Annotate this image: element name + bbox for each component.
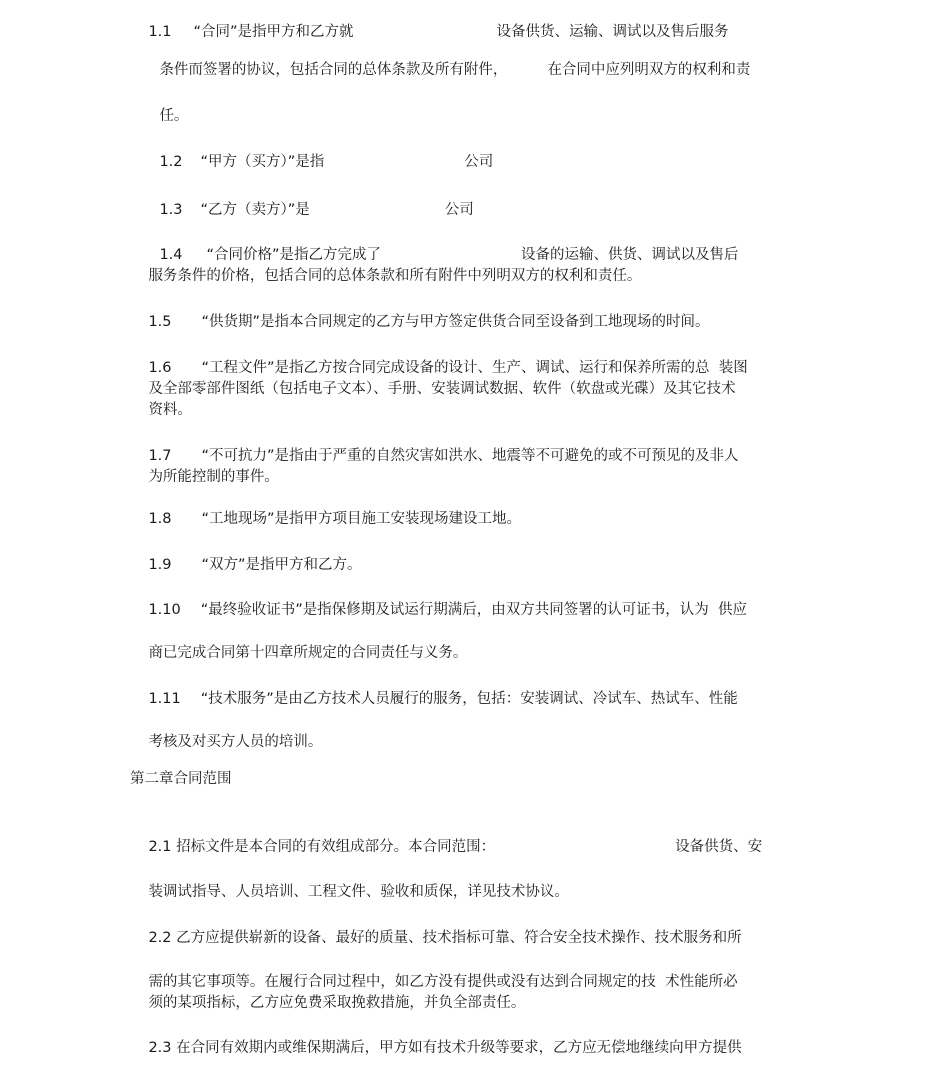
clause-text: “乙方（卖方）”是 bbox=[200, 202, 310, 218]
clause-text: 设备供货、安 bbox=[675, 839, 763, 855]
clause-text: 商已完成合同第十四章所规定的合同责任与义务。 bbox=[148, 645, 468, 661]
clause-text: 需的其它事项等。在履行合同过程中，如乙方没有提供或没有达到合同规定的技 术性能所必 bbox=[148, 974, 738, 990]
clause-2-3-line-1 bbox=[130, 1018, 742, 1078]
clause-text: 设备供货、运输、调试以及售后服务 bbox=[496, 24, 729, 40]
clause-1-1-line-2 bbox=[141, 40, 750, 100]
clause-text: “不可抗力”是指由于严重的自然灾害如洪水、地震等不可避免的或不可预见的及非人 bbox=[201, 448, 739, 464]
clause-1-11-line-2 bbox=[130, 712, 322, 772]
clause-text: 2.3 在合同有效期内或维保期满后，甲方如有技术升级等要求，乙方应无偿地继续向甲方提供 bbox=[148, 1040, 742, 1056]
clause-text: “合同价格”是指乙方完成了 bbox=[206, 247, 382, 263]
clause-number: 1.4 bbox=[159, 247, 183, 263]
clause-text: 任。 bbox=[159, 108, 189, 124]
clause-number: 1.3 bbox=[159, 202, 183, 218]
clause-number: 1.6 bbox=[148, 360, 172, 376]
clause-text: “合同”是指甲方和乙方就 bbox=[193, 24, 354, 40]
clause-text: 装调试指导、人员培训、工程文件、验收和质保，详见技术协议。 bbox=[148, 884, 569, 900]
clause-text: 服务条件的价格，包括合同的总体条款和所有附件中列明双方的权利和责任。 bbox=[148, 268, 642, 284]
clause-text: “工程文件”是指乙方按合同完成设备的设计、生产、调试、运行和保养所需的总 装图 bbox=[201, 360, 748, 376]
clause-text: 公司 bbox=[444, 202, 474, 218]
clause-number: 1.11 bbox=[148, 691, 181, 707]
clause-text: 考核及对买方人员的培训。 bbox=[148, 734, 323, 750]
clause-number: 1.10 bbox=[148, 602, 181, 618]
clause-text: 须的某项指标，乙方应免费采取挽救措施，并负全部责任。 bbox=[148, 995, 526, 1011]
clause-text: 2.2 乙方应提供崭新的设备、最好的质量、技术指标可靠、符合安全技术操作、技术服务和所 bbox=[148, 930, 742, 946]
chapter-2-heading: 第二章合同范围 bbox=[130, 771, 232, 787]
clause-number: 1.7 bbox=[148, 448, 172, 464]
clause-number: 1.2 bbox=[159, 154, 183, 170]
clause-text: “工地现场”是指甲方项目施工安装现场建设工地。 bbox=[201, 511, 522, 527]
clause-text: 条件而签署的协议，包括合同的总体条款及所有附件， bbox=[159, 62, 508, 78]
clause-text: “双方”是指甲方和乙方。 bbox=[201, 557, 362, 573]
clause-text: 在合同中应列明双方的权利和责 bbox=[547, 62, 751, 78]
clause-number: 1.9 bbox=[148, 557, 172, 573]
clause-text: “技术服务”是由乙方技术人员履行的服务，包括：安装调试、冷试车、热试车、性能 bbox=[200, 691, 738, 707]
clause-text: 2.1 招标文件是本合同的有效组成部分。本合同范围： bbox=[148, 839, 496, 855]
clause-text: 设备的运输、供货、调试以及售后 bbox=[521, 247, 739, 263]
clause-text: 及全部零部件图纸（包括电子文本）、手册、安装调试数据、软件（软盘或光碟）及其它技术 bbox=[148, 381, 736, 397]
clause-text: 资料。 bbox=[148, 402, 192, 418]
clause-text: “供货期”是指本合同规定的乙方与甲方签定供货合同至设备到工地现场的时间。 bbox=[201, 314, 710, 330]
clause-text: 为所能控制的事件。 bbox=[148, 469, 279, 485]
clause-text: “最终验收证书”是指保修期及试运行期满后，由双方共同签署的认可证书，认为 供应 bbox=[200, 602, 747, 618]
clause-number: 1.1 bbox=[148, 24, 172, 40]
clause-number: 1.8 bbox=[148, 511, 172, 527]
clause-1-6-line-2 bbox=[130, 359, 736, 419]
clause-text: 公司 bbox=[464, 154, 494, 170]
clause-number: 1.5 bbox=[148, 314, 172, 330]
clause-text: “甲方（买方）”是指 bbox=[200, 154, 325, 170]
